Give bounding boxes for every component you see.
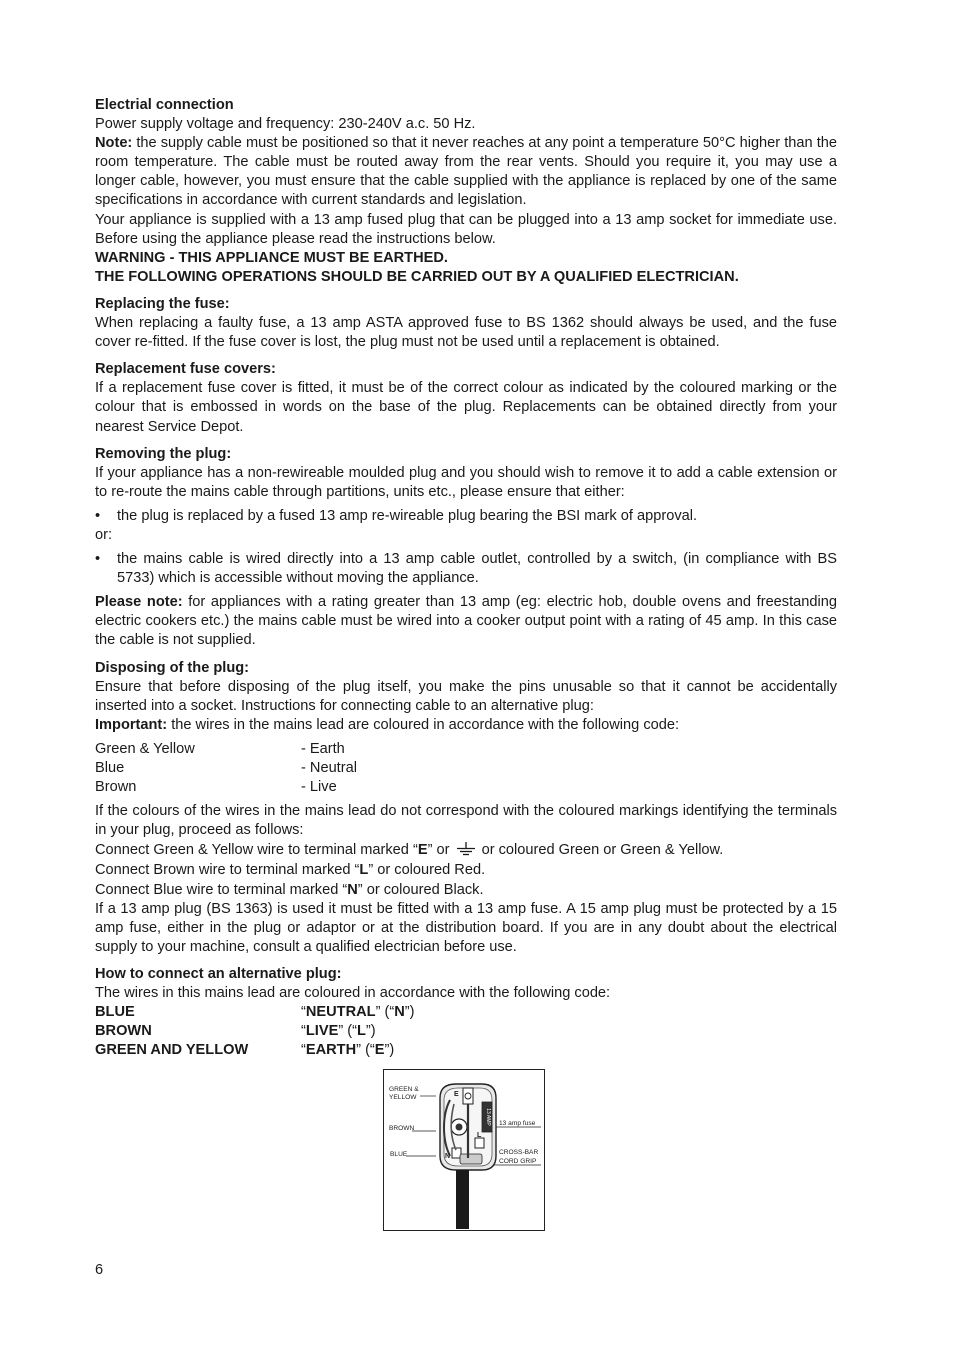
text-span: “	[301, 1004, 306, 1021]
replacing-fuse-heading: Replacing the fuse:	[95, 295, 230, 312]
wire-meaning: - Neutral	[301, 760, 357, 776]
text-span: E	[374, 1042, 385, 1059]
text-span: ” (“	[356, 1042, 375, 1059]
text-span: ”)	[404, 1004, 415, 1021]
alt-code-row	[95, 1003, 837, 1022]
alternative-plug-text: The wires in this mains lead are coloured in accordance with the following code:	[95, 985, 611, 1002]
terminal-n: N	[347, 881, 358, 898]
plug-wiring-diagram	[383, 1069, 545, 1231]
disposing-heading: Disposing of the plug:	[95, 659, 250, 676]
note-text: the supply cable must be positioned so that it never reaches at any point a temperature 50°C higher than the room temperature. The cable must be routed away from the rear vents. Should you require it, you may use a longer cable, however, you must ensure that the cable supplied with the appliance is replaced by one of the same specifications in accordance with current standards and legislation.	[95, 135, 837, 209]
connect-green-yellow	[95, 841, 837, 860]
text-span: L	[356, 1023, 366, 1040]
plug-paragraph: Your appliance is supplied with a 13 amp fused plug that can be plugged into a 13 amp socket for immediate use. Before using the appliance please read the instructions below.	[95, 211, 837, 247]
text-span: ” or coloured Black.	[357, 881, 484, 898]
alt-code-row	[95, 1041, 837, 1060]
page-number: 6	[95, 1262, 104, 1278]
connect-brown	[95, 861, 837, 880]
wire-colour: Green & Yellow	[95, 740, 195, 757]
important-label: Important:	[95, 716, 168, 733]
label-blue: BLUE	[390, 1151, 408, 1158]
note-label: Note:	[95, 135, 133, 152]
text-span: N	[394, 1004, 405, 1021]
alt-colour: GREEN AND YELLOW	[95, 1042, 249, 1059]
text-span: Connect Green & Yellow wire to terminal marked “	[95, 842, 418, 859]
alt-code-row	[95, 1022, 837, 1041]
note-paragraph	[95, 134, 837, 210]
text-span: “	[301, 1042, 306, 1059]
text-span: ” (“	[375, 1004, 395, 1021]
supply-text: Power supply voltage and frequency: 230-240V a.c. 50 Hz.	[95, 116, 476, 133]
removing-plug-text: If your appliance has a non-rewireable moulded plug and you should wish to remove it to add a cable extension or to re-route the mains cable through partitions, units etc., please ensure that either:	[95, 464, 837, 500]
text-span: ” or	[427, 842, 454, 859]
cord-grip	[460, 1154, 482, 1164]
terminal-e: E	[417, 842, 428, 859]
mismatch-text: If the colours of the wires in the mains lead do not correspond with the coloured markings identifying the terminals in your plug, proceed as follows:	[95, 803, 837, 839]
text-span: ”)	[365, 1023, 376, 1040]
please-note-label: Please note:	[95, 594, 183, 611]
label-cord-grip-1: CROSS-BAR	[499, 1149, 539, 1156]
wire-code-row	[95, 778, 837, 797]
text-span: Connect Blue wire to terminal marked “	[95, 881, 348, 898]
connect-blue	[95, 881, 837, 900]
plug-diagram-svg	[384, 1070, 546, 1232]
electrical-heading: Electrial connection	[95, 97, 234, 113]
replacing-fuse-text: When replacing a faulty fuse, a 13 amp ASTA approved fuse to BS 1362 should always be used, and the fuse cover re-fitted. If the fuse cover is lost, the plug must not be used until a replacement is obtained.	[95, 315, 837, 351]
wire-code-row	[95, 740, 837, 759]
document-body	[95, 96, 837, 1060]
plug-body	[440, 1084, 496, 1170]
terminal-label-l: L	[477, 1132, 482, 1139]
text-span: ”)	[384, 1042, 395, 1059]
label-green-yellow-2: YELLOW	[389, 1094, 417, 1101]
terminal-l: L	[359, 862, 369, 879]
fuse-covers-text: If a replacement fuse cover is fitted, it must be of the correct colour as indicated by the coloured marking or the colour that is embossed in words on the base of the plug. Replacements can be obtained directly from your nearest Service Depot.	[95, 380, 837, 435]
important-paragraph	[95, 716, 837, 735]
text-span: or coloured Green or Green & Yellow.	[477, 842, 724, 859]
label-fuse: 13 amp fuse	[499, 1120, 536, 1127]
disposing-text: Ensure that before disposing of the plug itself, you make the pins unusable so that it cannot be accidentally inserted into a socket. Instructions for connecting cable to an alternative plug:	[95, 678, 837, 714]
wire-code-table	[95, 740, 837, 797]
important-text: the wires in the mains lead are coloured in accordance with the following code:	[167, 716, 680, 733]
removing-plug-heading: Removing the plug:	[95, 445, 232, 462]
terminal-label-e: E	[454, 1091, 459, 1098]
wire-colour: Brown	[95, 779, 137, 796]
earth-symbol-icon	[456, 842, 476, 856]
alt-meaning	[301, 1022, 376, 1041]
fuse-rating-text: If a 13 amp plug (BS 1363) is used it must be fitted with a 13 amp fuse. A 15 amp plug must be protected by a 15 amp fuse, either in the plug or adaptor or at the distribution board. If you are in any doubt about the electrical supply to your machine, consult a qualified electrician before use.	[95, 900, 837, 955]
live-terminal	[475, 1138, 484, 1148]
label-green-yellow-1: GREEN &	[389, 1086, 419, 1093]
please-note-text: for appliances with a rating greater than 13 amp (eg: electric hob, double ovens and freestanding electric cookers etc.) the mains cable must be wired into a cooker output point with a rating of 45 amp. In this case the cable is not supplied.	[95, 594, 837, 649]
wire-code-row	[95, 759, 837, 778]
alternative-code-table	[95, 1003, 837, 1060]
terminal-label-n: N	[445, 1153, 451, 1160]
earth-terminal	[463, 1088, 473, 1104]
alt-colour: BROWN	[95, 1023, 152, 1040]
text-span: NEUTRAL	[305, 1004, 376, 1021]
text-span: “	[301, 1023, 306, 1040]
text-span: LIVE	[305, 1023, 339, 1040]
label-cord-grip-2: CORD GRIP	[499, 1158, 537, 1165]
fuse-mark: 13 AMP	[485, 1108, 491, 1126]
wire-colour: Blue	[95, 760, 125, 776]
please-note-paragraph	[95, 593, 837, 650]
alternative-plug-heading: How to connect an alternative plug:	[95, 965, 342, 982]
text-span: Connect Brown wire to terminal marked “	[95, 862, 360, 879]
bullet-rewireable-plug: • the plug is replaced by a fused 13 amp re-wireable plug bearing the BSI mark of approval.	[95, 507, 837, 526]
text-span: ” (“	[338, 1023, 357, 1040]
label-brown: BROWN	[389, 1125, 415, 1132]
warning-electrician: THE FOLLOWING OPERATIONS SHOULD BE CARRIED OUT BY A QUALIFIED ELECTRICIAN.	[95, 268, 739, 285]
wire-meaning: - Live	[301, 779, 337, 796]
bullet-cable-outlet: • the mains cable is wired directly into a 13 amp cable outlet, controlled by a switch, (in compliance with BS 5733) which is accessible without moving the appliance.	[95, 550, 837, 588]
wire-meaning: - Earth	[301, 740, 345, 757]
mains-cable	[456, 1170, 469, 1229]
alt-meaning	[301, 1003, 415, 1022]
fuse-covers-heading: Replacement fuse covers:	[95, 361, 276, 378]
text-span: ” or coloured Red.	[368, 862, 486, 879]
or-text: or:	[95, 526, 113, 543]
text-span: EARTH	[305, 1042, 357, 1059]
alt-meaning	[301, 1041, 394, 1060]
alt-colour: BLUE	[95, 1004, 135, 1021]
warning-earthed: WARNING - THIS APPLIANCE MUST BE EARTHED.	[95, 249, 448, 266]
